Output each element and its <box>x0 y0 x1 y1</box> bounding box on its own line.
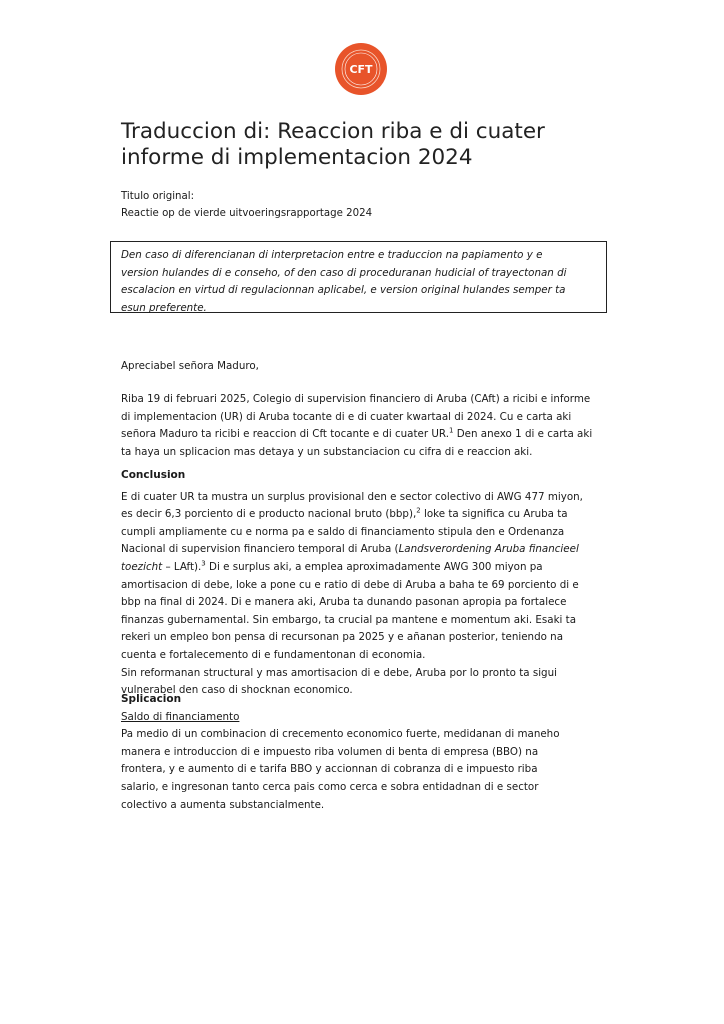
disclaimer-line: esun preferente. <box>121 301 207 314</box>
text-run: – LAft). <box>162 560 202 573</box>
paragraph-line: salario, e ingresonan tanto cerca pais como cerca e sobra entidadnan di e sector <box>121 780 539 793</box>
salutation <box>121 358 611 376</box>
text-run-italic: Landsverordening Aruba financieel <box>398 543 579 556</box>
footnote-ref[interactable]: 1 <box>448 426 454 435</box>
cft-logo <box>334 42 388 96</box>
paragraph-line: colectivo a aumenta substancialmente. <box>121 798 325 811</box>
text-run-italic: toezicht <box>121 560 163 573</box>
disclaimer-line: Den caso di diferencianan di interpretacion entre e traduccion na papiamento y e <box>121 249 543 261</box>
paragraph-line: Pa medio di un combinacion di crecemento economico fuerte, medidanan di maneho <box>121 728 560 741</box>
text-run: Di e surplus aki, a emplea aproximadamente AWG 300 miyon pa <box>205 560 543 573</box>
paragraph-line <box>121 426 611 444</box>
paragraph-line <box>121 541 611 559</box>
disclaimer-line: version hulandes di e conseho, of den caso di proceduranan hudicial of trayectonan di <box>121 266 567 279</box>
paragraph-line: manera e introduccion di e impuesto riba volumen di benta di empresa (BBO) na <box>121 745 539 758</box>
logo-text: CFT <box>349 63 373 76</box>
paragraph-line: vulnerabel den caso di shocknan economico. <box>121 684 353 697</box>
conclusion-section <box>121 467 611 700</box>
text-run: señora Maduro ta ricibi e reaccion di Cft tocante e di cuater UR. <box>121 428 449 441</box>
text-run: es decir 6,3 porciento di e producto nacional bruto (bbp), <box>121 508 417 521</box>
paragraph-line: amortisacion di debe, loke a pone cu e ratio di debe di Aruba a baha te 69 porciento di e <box>121 578 579 591</box>
paragraph-line <box>121 506 611 524</box>
paragraph-line: frontera, y e aumento di e tarifa BBO y accionnan di cobranza di e impuesto riba <box>121 763 538 776</box>
splicacion-section <box>121 691 611 814</box>
text-run: Den anexo 1 di e carta aki <box>453 428 593 441</box>
title-line-2: informe di implementacion 2024 <box>121 145 473 170</box>
footnote-ref[interactable]: 2 <box>416 506 421 515</box>
paragraph-line: bbp na final di 2024. Di e manera aki, Aruba ta dunando pasonan apropia pa fortalece <box>121 596 567 609</box>
paragraph-line: ta haya un splicacion mas detaya y un substanciacion cu cifra di e reaccion aki. <box>121 445 533 458</box>
paragraph-line: finanzas gubernamental. Sin embargo, ta crucial pa mantene e momentum aki. Esaki ta <box>121 613 577 626</box>
disclaimer-box <box>110 241 607 313</box>
disclaimer-line: escalacion en virtud di regulacionnan aplicabel, e version original hulandes semper ta <box>121 284 566 297</box>
salutation-text: Apreciabel señora Maduro, <box>121 360 259 372</box>
subheading-saldo: Saldo di financiamento <box>121 710 240 723</box>
page-title <box>121 119 621 171</box>
original-title <box>121 188 372 222</box>
paragraph-line: cuenta e fortalecemento di e fundamentonan di economia. <box>121 648 426 661</box>
paragraph-line <box>121 559 611 577</box>
paragraph-line: di implementacion (UR) di Aruba tocante di e di cuater kwartaal di 2024. Cu e carta aki <box>121 410 572 423</box>
text-run: E di cuater UR ta mustra un surplus provisional den e sector colectivo di AWG 477 miyon, <box>121 490 583 503</box>
paragraph-line: rekeri un empleo bon pensa di recursonan pa 2025 y e añanan posterior, teniendo na <box>121 631 564 644</box>
paragraph-line: cumpli ampliamente cu e norma pa e saldo di financiamento stipula den e Ordenanza <box>121 525 565 538</box>
text-run: Nacional di supervision financiero temporal di Aruba ( <box>121 543 399 556</box>
text-run: loke ta significa cu Aruba ta <box>420 508 568 521</box>
footnote-ref[interactable]: 3 <box>201 559 206 568</box>
original-title-value: Reactie op de vierde uitvoeringsrapportage 2024 <box>121 208 373 219</box>
section-heading-conclusion: Conclusion <box>121 469 186 481</box>
title-line-1: Traduccion di: Reaccion riba e di cuater <box>121 119 545 144</box>
paragraph-line <box>121 489 611 507</box>
paragraph-line: Riba 19 di februari 2025, Colegio di supervision financiero di Aruba (CAft) a ricibi e informe <box>121 393 591 405</box>
paragraph-line: Sin reformanan structural y mas amortisacion di e debe, Aruba por lo pronto ta sigui <box>121 666 557 679</box>
section-heading-splicacion: Splicacion <box>121 693 182 705</box>
intro-paragraph <box>121 391 611 461</box>
original-title-label: Titulo original: <box>121 191 195 202</box>
